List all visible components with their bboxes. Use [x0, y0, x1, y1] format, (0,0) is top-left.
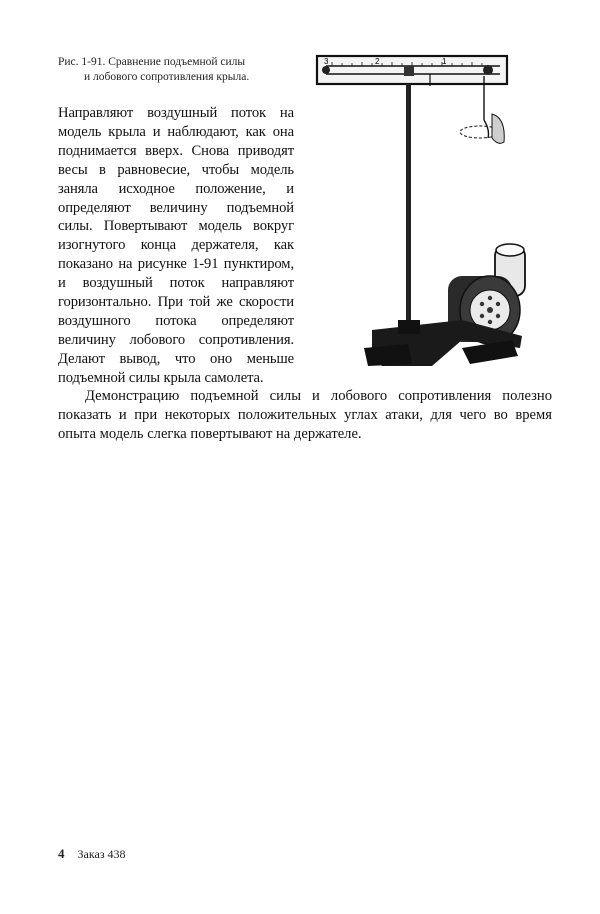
- paragraph-full: Демонстрацию подъемной силы и лобового сопротивления полезно показать и при некоторых положительных углах атаки, для чего во время опыта модель слегка повертывают на держателе.: [58, 388, 552, 442]
- page-number: 4: [58, 846, 65, 861]
- apparatus-illustration: [312, 48, 562, 378]
- scale-number-1: 1: [442, 57, 447, 66]
- base-foot-left: [364, 344, 412, 366]
- body-text-full: [58, 387, 552, 444]
- wing-holder-hook: [484, 120, 489, 138]
- scale-number-2: 2: [375, 57, 380, 66]
- rod-mount: [398, 320, 420, 334]
- figure-balance-apparatus: [312, 48, 562, 378]
- body-text-column: [58, 104, 294, 388]
- scale-number-3: 3: [324, 57, 329, 66]
- order-number: Заказ 438: [77, 847, 126, 861]
- base-foot-right: [462, 340, 518, 364]
- stand-rod: [406, 84, 411, 324]
- sliding-weight: [404, 66, 414, 76]
- paragraph-column: Направляют воздушный поток на модель крыла и наблюдают, как она поднимается вверх. Снова приводят весы в равновесие, чтобы модель заняла исходное положение, и определяют величину подъемной силы. Повертывают модель вокруг изогнутого конца держателя, как показано на рисунке 1-91 пунктиром, и воздушный поток направляют горизонтально. При той же скорости воздушного потока определяют величину лобового сопротивления. Делают вывод, что оно меньше подъемной силы крыла самолета.: [58, 105, 294, 386]
- caption-line-1: Рис. 1-91. Сравнение подъемной силы: [58, 56, 246, 68]
- wing-model: [492, 114, 504, 143]
- caption-line-2: и лобового сопротивления крыла.: [84, 71, 250, 83]
- beam-pivot-knob: [483, 65, 493, 75]
- beam-end-knob-left: [322, 66, 330, 74]
- page-footer: [58, 846, 126, 862]
- figure-caption: [58, 55, 298, 85]
- blower-nozzle-opening: [496, 244, 524, 256]
